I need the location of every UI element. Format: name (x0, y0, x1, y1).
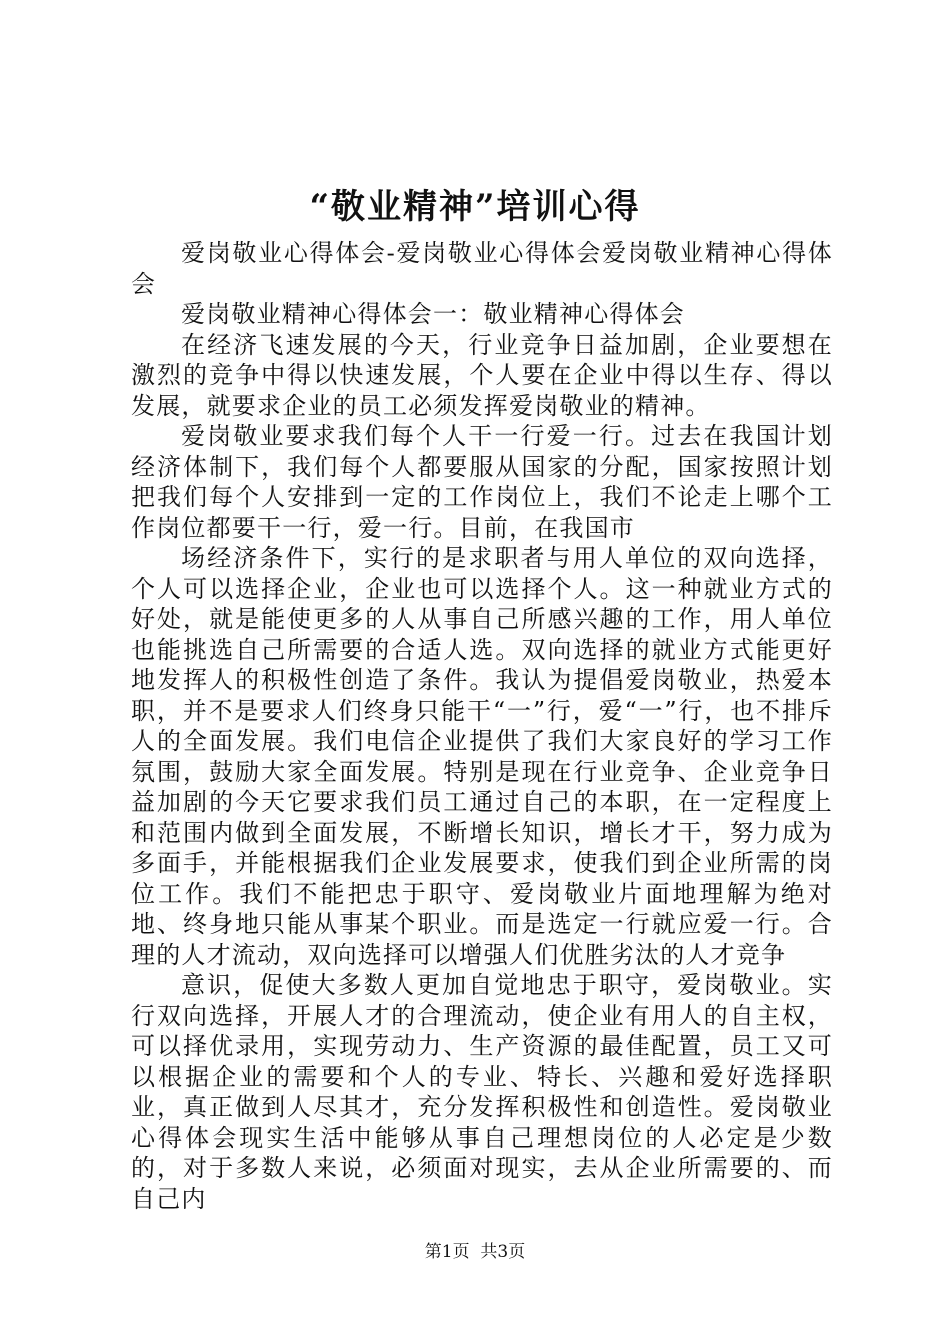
page-number: 第1页 共3页 (424, 1242, 526, 1262)
document-body (131, 238, 833, 1214)
paragraph: 爱岗敬业心得体会-爱岗敬业心得体会爱岗敬业精神心得体会 (131, 239, 833, 298)
paragraph: 在经济飞速发展的今天，行业竞争日益加剧，企业要想在激烈的竞争中得以快速发展，个人要在企业中得以生存、得以发展，就要求企业的员工必须发挥爱岗敬业的精神。 (131, 330, 833, 420)
paragraph: 爱岗敬业精神心得体会一：敬业精神心得体会 (181, 300, 685, 328)
document-title: “敬业精神”培训心得 (309, 187, 641, 227)
page-footer (0, 1240, 950, 1264)
paragraph: 爱岗敬业要求我们每个人干一行爱一行。过去在我国计划经济体制下，我们每个人都要服从国家的分配，国家按照计划把我们每个人安排到一定的工作岗位上，我们不论走上哪个工作岗位都要干一行，爱一行。目前，在我国市 (131, 422, 833, 542)
paragraph: 场经济条件下，实行的是求职者与用人单位的双向选择，个人可以选择企业，企业也可以选择个人。这一种就业方式的好处，就是能使更多的人从事自己所感兴趣的工作，用人单位也能挑选自己所需要的合适人选。双向选择的就业方式能更好地发挥人的积极性创造了条件。我认为提倡爱岗敬业，热爱本职，并不是要求人们终身只能干“一”行，爱“一”行，也不排斥人的全面发展。我们电信企业提供了我们大家良好的学习工作氛围，鼓励大家全面发展。特别是现在行业竞争、企业竞争日益加剧的今天它要求我们员工通过自己的本职，在一定程度上和范围内做到全面发展，不断增长知识，增长才干，努力成为多面手，并能根据我们企业发展要求，使我们到企业所需的岗位工作。我们不能把忠于职守、爱岗敬业片面地理解为绝对地、终身地只能从事某个职业。而是选定一行就应爱一行。合理的人才流动，双向选择可以增强人们优胜劣汰的人才竞争 (131, 544, 833, 969)
paragraph: 意识，促使大多数人更加自觉地忠于职守，爱岗敬业。实行双向选择，开展人才的合理流动，使企业有用人的自主权，可以择优录用，实现劳动力、生产资源的最佳配置，员工又可以根据企业的需要和个人的专业、特长、兴趣和爱好选择职业，真正做到人尽其才，充分发挥积极性和创造性。爱岗敬业心得体会现实生活中能够从事自己理想岗位的人必定是少数的，对于多数人来说，必须面对现实，去从企业所需要的、而自己内 (131, 971, 833, 1213)
